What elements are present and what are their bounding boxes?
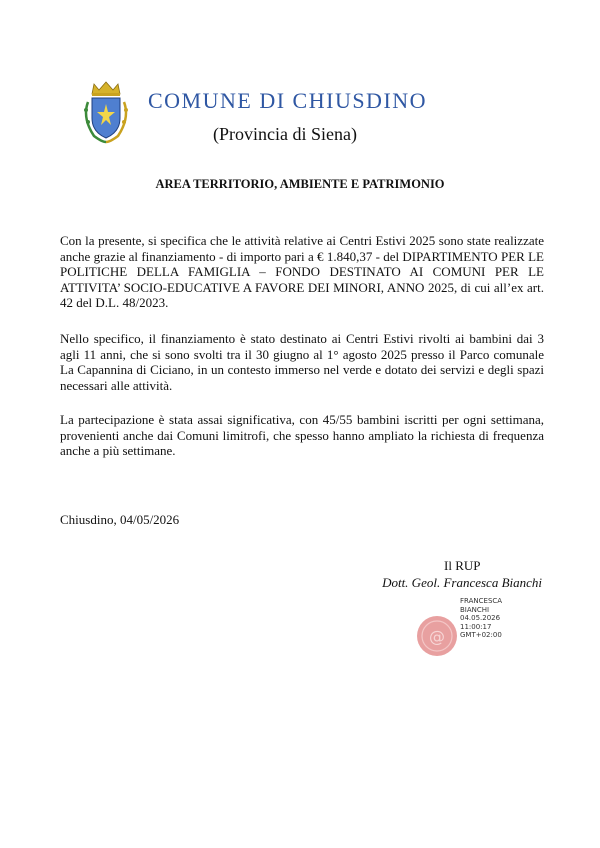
- rup-label: Il RUP: [444, 558, 481, 573]
- provincia-subtitle: (Provincia di Siena): [213, 124, 357, 144]
- digital-seal-icon: [416, 615, 458, 657]
- signature-line: FRANCESCA: [460, 597, 503, 605]
- signature-line: 04.05.2026: [460, 614, 501, 622]
- body-paragraph-3: La partecipazione è stata assai significativa, con 45/55 bambini iscritti per ogni settimana, provenienti anche dai Comuni limitrofi, che spesso hanno ampliato la richiesta di frequenza anche a più settimane.: [60, 412, 544, 459]
- signature-line: 11:00:17: [460, 622, 492, 631]
- rup-name: Dott. Geol. Francesca Bianchi: [382, 575, 542, 590]
- signature-info: [460, 597, 502, 640]
- body-paragraph-1: Con la presente, si specifica che le attività relative ai Centri Estivi 2025 sono state realizzate anche grazie al finanziamento - di importo pari a € 1.840,37 - del DIPARTIMENTO PER LE POLITICHE DELLA FAMIGLIA – FONDO DESTINATO AI COMUNI PER LE ATTIVITA’ SOCIO-EDUCATIVE A FAVORE DEI MINORI, ANNO 2025, di cui all’ex art. 42 del D.L. 48/2023.: [60, 233, 544, 311]
- body-paragraph-2: Nello specifico, il finanziamento è stato destinato ai Centri Estivi rivolti ai bambini dai 3 agli 11 anni, che si sono svolti tra il 30 giugno al 1° agosto 2025 presso il Parco comunale La Capannina di Ciciano, in un contesto immerso nel verde e dotato dei servizi e degli spazi necessari alle attività.: [60, 331, 544, 393]
- place-date: Chiusdino, 04/05/2026: [60, 512, 180, 527]
- svg-text:@: @: [429, 627, 445, 646]
- coat-of-arms-icon: [80, 80, 132, 144]
- signature-line: BIANCHI: [460, 605, 490, 614]
- signature-line: GMT+02:00: [460, 631, 502, 639]
- comune-title: COMUNE DI CHIUSDINO: [148, 88, 428, 113]
- area-heading: AREA TERRITORIO, AMBIENTE E PATRIMONIO: [155, 177, 445, 191]
